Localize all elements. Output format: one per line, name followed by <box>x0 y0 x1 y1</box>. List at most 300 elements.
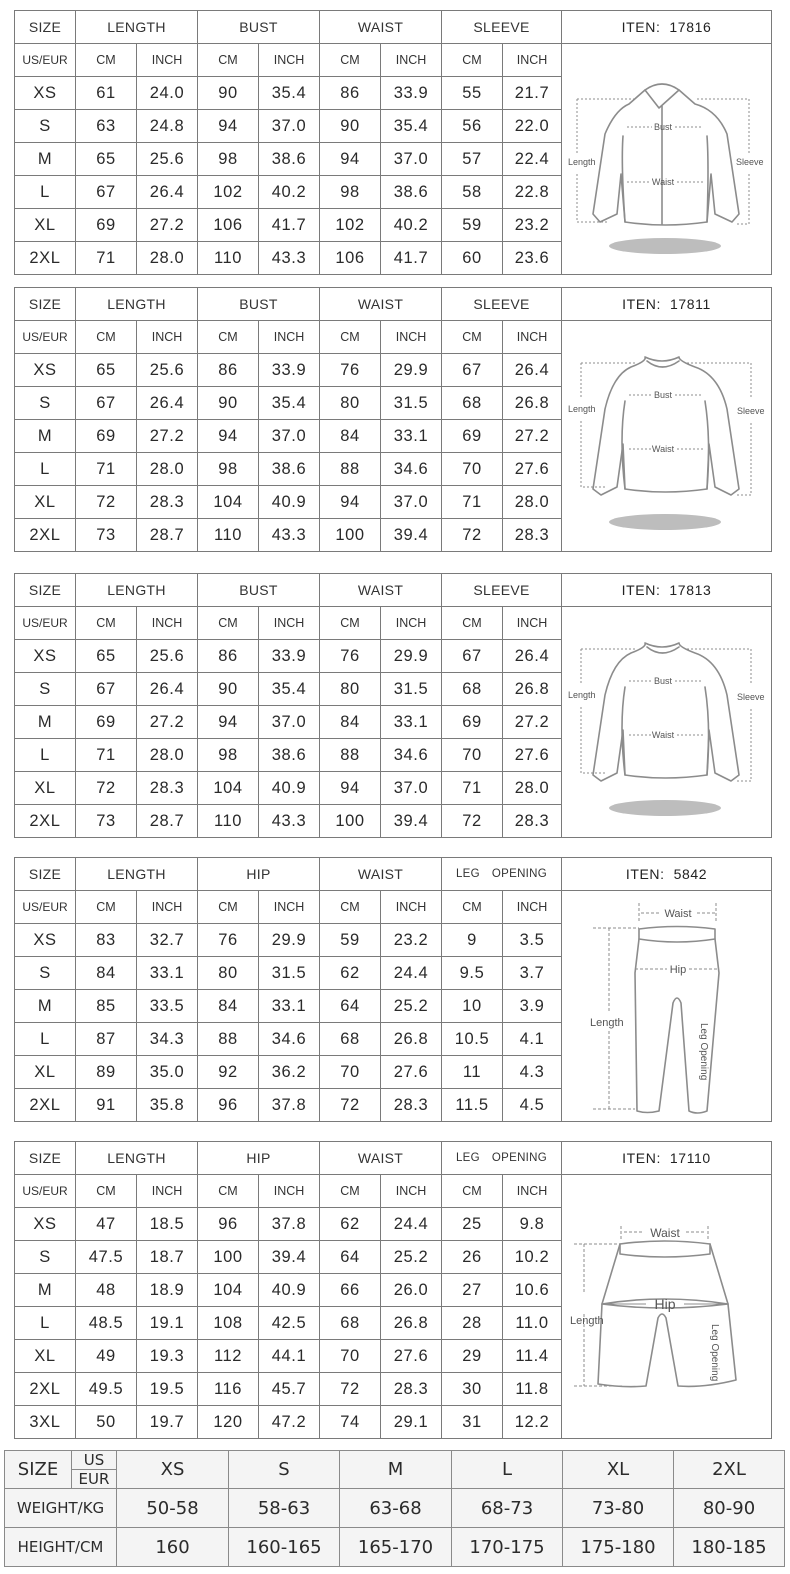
unit-inch: INCH <box>503 321 562 354</box>
cell-size: M <box>15 1274 76 1307</box>
svg-text:Waist: Waist <box>651 443 674 454</box>
cell: 28.0 <box>137 739 198 772</box>
svg-text:Bust: Bust <box>653 122 672 132</box>
cell: 69 <box>76 706 137 739</box>
cell: 3.5 <box>503 924 562 957</box>
cell: 80 <box>320 387 381 420</box>
size-chart-5842 <box>14 857 772 1122</box>
cell: 40.2 <box>381 209 442 242</box>
cell: 62 <box>320 957 381 990</box>
cell: 26.8 <box>381 1023 442 1056</box>
cell: 10.6 <box>503 1274 562 1307</box>
cell: 30 <box>442 1373 503 1406</box>
cell: 68 <box>442 673 503 706</box>
cell: 49 <box>76 1340 137 1373</box>
cell: 70 <box>442 739 503 772</box>
cell: 28.0 <box>503 772 562 805</box>
cell: 100 <box>320 519 381 552</box>
cell-size: S <box>15 387 76 420</box>
cell: 68 <box>320 1023 381 1056</box>
cell: 28.3 <box>381 1089 442 1122</box>
cell: 40.9 <box>259 1274 320 1307</box>
cell: 63 <box>76 110 137 143</box>
header-hip: HIP <box>198 858 320 891</box>
cell: 28.3 <box>137 772 198 805</box>
header-length: LENGTH <box>76 11 198 44</box>
unit-inch: INCH <box>259 1175 320 1208</box>
cell: 28.3 <box>381 1373 442 1406</box>
cell: 94 <box>198 706 259 739</box>
cell: 26.0 <box>381 1274 442 1307</box>
cell: 116 <box>198 1373 259 1406</box>
cell: 92 <box>198 1056 259 1089</box>
cell-size: XS <box>15 354 76 387</box>
cell: 80 <box>320 673 381 706</box>
svg-text:Waist: Waist <box>651 177 674 187</box>
guide-height-cell: 175-180 <box>563 1528 674 1567</box>
cell: 94 <box>320 486 381 519</box>
cell: 47.5 <box>76 1241 137 1274</box>
cell: 76 <box>320 354 381 387</box>
cell-size: S <box>15 110 76 143</box>
cell: 29.1 <box>381 1406 442 1439</box>
unit-cm: CM <box>76 321 137 354</box>
unit-cm: CM <box>442 607 503 640</box>
cell: 18.9 <box>137 1274 198 1307</box>
cell: 40.9 <box>259 772 320 805</box>
cell: 84 <box>320 706 381 739</box>
cell-size: L <box>15 453 76 486</box>
header-length: LENGTH <box>76 858 198 891</box>
guide-weight-cell: 80-90 <box>674 1489 785 1528</box>
size-chart-17811 <box>14 287 772 552</box>
cell: 62 <box>320 1208 381 1241</box>
cell: 28.3 <box>503 805 562 838</box>
cell: 26.8 <box>381 1307 442 1340</box>
cell: 88 <box>320 739 381 772</box>
guide-us-label: US <box>72 1451 117 1470</box>
cell: 84 <box>76 957 137 990</box>
cell: 120 <box>198 1406 259 1439</box>
body-size-guide <box>4 1450 785 1567</box>
unit-row <box>15 1175 772 1208</box>
svg-text:Length: Length <box>567 157 596 167</box>
cell: 10.5 <box>442 1023 503 1056</box>
svg-text:Leg Opening: Leg Opening <box>708 1323 720 1381</box>
svg-text:Waist: Waist <box>649 1225 680 1240</box>
cell: 60 <box>442 242 503 275</box>
header-sleeve: SLEEVE <box>442 574 562 607</box>
cell: 90 <box>198 387 259 420</box>
unit-inch: INCH <box>137 44 198 77</box>
svg-text:Length: Length <box>567 403 596 414</box>
cell: 55 <box>442 77 503 110</box>
cell: 59 <box>442 209 503 242</box>
cell: 72 <box>320 1373 381 1406</box>
shadow-ellipse <box>609 514 721 530</box>
cell: 28.3 <box>503 519 562 552</box>
cell: 56 <box>442 110 503 143</box>
size-chart-17816 <box>14 10 772 275</box>
cell: 71 <box>76 453 137 486</box>
cell: 66 <box>320 1274 381 1307</box>
guide-weight-cell: 73-80 <box>563 1489 674 1528</box>
cell: 48.5 <box>76 1307 137 1340</box>
cell: 70 <box>320 1340 381 1373</box>
guide-weight-cell: 63-68 <box>340 1489 452 1528</box>
cell: 35.4 <box>381 110 442 143</box>
cell: 26 <box>442 1241 503 1274</box>
cell: 41.7 <box>259 209 320 242</box>
guide-weight-cell: 58-63 <box>229 1489 340 1528</box>
guide-weight-row <box>5 1489 785 1528</box>
cell-size: 2XL <box>15 242 76 275</box>
cell: 69 <box>76 420 137 453</box>
unit-cm: CM <box>76 44 137 77</box>
guide-height-cell: 160-165 <box>229 1528 340 1567</box>
cell: 102 <box>320 209 381 242</box>
unit-row <box>15 44 772 77</box>
cell: 86 <box>320 77 381 110</box>
header-waist: WAIST <box>320 1142 442 1175</box>
cell: 35.4 <box>259 77 320 110</box>
cell: 36.2 <box>259 1056 320 1089</box>
cell: 71 <box>76 739 137 772</box>
guide-eur-label: EUR <box>72 1470 117 1489</box>
cell: 4.3 <box>503 1056 562 1089</box>
unit-inch: INCH <box>381 891 442 924</box>
cell: 64 <box>320 990 381 1023</box>
unit-inch: INCH <box>503 891 562 924</box>
unit-cm: CM <box>320 1175 381 1208</box>
cell: 70 <box>442 453 503 486</box>
cell: 31 <box>442 1406 503 1439</box>
cell: 27.6 <box>381 1340 442 1373</box>
cell: 33.5 <box>137 990 198 1023</box>
cell: 72 <box>442 519 503 552</box>
unit-cm: CM <box>320 44 381 77</box>
cell-size: L <box>15 739 76 772</box>
svg-text:Leg Opening: Leg Opening <box>697 1023 709 1081</box>
cell: 110 <box>198 519 259 552</box>
cell: 94 <box>198 420 259 453</box>
cell: 57 <box>442 143 503 176</box>
cell: 28.0 <box>503 486 562 519</box>
shorts-diagram <box>562 1175 772 1439</box>
cell: 24.4 <box>381 1208 442 1241</box>
cell: 50 <box>76 1406 137 1439</box>
cell: 48 <box>76 1274 137 1307</box>
cell-size: XL <box>15 1340 76 1373</box>
cell: 25.2 <box>381 1241 442 1274</box>
header-bust: BUST <box>198 574 320 607</box>
header-waist: WAIST <box>320 11 442 44</box>
cell: 9.5 <box>442 957 503 990</box>
cell: 112 <box>198 1340 259 1373</box>
cell: 43.3 <box>259 519 320 552</box>
cell: 96 <box>198 1208 259 1241</box>
item-number: ITEN: 17811 <box>562 288 772 321</box>
header-length: LENGTH <box>76 574 198 607</box>
hoodie-diagram <box>562 44 772 275</box>
header-waist: WAIST <box>320 858 442 891</box>
unit-inch: INCH <box>259 321 320 354</box>
cell: 24.0 <box>137 77 198 110</box>
cell-size: XS <box>15 924 76 957</box>
cell-size: 2XL <box>15 1089 76 1122</box>
cell: 28.7 <box>137 519 198 552</box>
unit-cm: CM <box>442 1175 503 1208</box>
svg-text:Length: Length <box>567 689 596 700</box>
cell: 71 <box>442 772 503 805</box>
cell-size: M <box>15 143 76 176</box>
cell: 18.7 <box>137 1241 198 1274</box>
cell: 38.6 <box>259 739 320 772</box>
long-sleeve-top-diagram <box>562 321 772 552</box>
cell: 39.4 <box>381 805 442 838</box>
cell: 90 <box>320 110 381 143</box>
cell: 84 <box>198 990 259 1023</box>
cell: 24.8 <box>137 110 198 143</box>
header-leg-opening: LEG OPENING <box>442 1142 562 1175</box>
cell: 31.5 <box>381 673 442 706</box>
header-size: SIZE <box>15 1142 76 1175</box>
cell: 27.6 <box>503 739 562 772</box>
unit-inch: INCH <box>381 607 442 640</box>
cell: 39.4 <box>381 519 442 552</box>
cell: 19.7 <box>137 1406 198 1439</box>
cell: 11.5 <box>442 1089 503 1122</box>
unit-inch: INCH <box>503 1175 562 1208</box>
cell: 27.2 <box>503 706 562 739</box>
cell: 74 <box>320 1406 381 1439</box>
cell: 86 <box>198 354 259 387</box>
svg-text:Waist: Waist <box>663 908 692 920</box>
cell: 94 <box>320 772 381 805</box>
cell: 47.2 <box>259 1406 320 1439</box>
cell: 12.2 <box>503 1406 562 1439</box>
long-sleeve-top-sketch-icon <box>567 625 767 820</box>
svg-text:Waist: Waist <box>651 729 674 740</box>
cell: 108 <box>198 1307 259 1340</box>
cell: 90 <box>198 77 259 110</box>
cell: 4.1 <box>503 1023 562 1056</box>
cell: 67 <box>76 387 137 420</box>
header-size: SIZE <box>15 858 76 891</box>
cell: 67 <box>442 640 503 673</box>
cell: 26.4 <box>503 640 562 673</box>
guide-height-cell: 180-185 <box>674 1528 785 1567</box>
cell: 26.8 <box>503 673 562 706</box>
cell: 40.2 <box>259 176 320 209</box>
cell: 22.8 <box>503 176 562 209</box>
cell: 35.4 <box>259 387 320 420</box>
cell: 3.7 <box>503 957 562 990</box>
cell: 37.0 <box>381 143 442 176</box>
guide-height-row <box>5 1528 785 1567</box>
cell: 47 <box>76 1208 137 1241</box>
unit-inch: INCH <box>137 1175 198 1208</box>
cell: 37.0 <box>259 110 320 143</box>
cell-size: 2XL <box>15 519 76 552</box>
cell: 27 <box>442 1274 503 1307</box>
header-hip: HIP <box>198 1142 320 1175</box>
cell: 21.7 <box>503 77 562 110</box>
cell: 33.1 <box>381 420 442 453</box>
cell: 85 <box>76 990 137 1023</box>
cell: 58 <box>442 176 503 209</box>
unit-inch: INCH <box>259 44 320 77</box>
cell: 4.5 <box>503 1089 562 1122</box>
cell: 98 <box>198 143 259 176</box>
cell: 98 <box>198 739 259 772</box>
cell-size: L <box>15 1023 76 1056</box>
cell: 23.2 <box>381 924 442 957</box>
unit-inch: INCH <box>137 321 198 354</box>
leggings-sketch-icon <box>567 893 767 1119</box>
cell: 19.3 <box>137 1340 198 1373</box>
cell-size: M <box>15 706 76 739</box>
cell: 65 <box>76 640 137 673</box>
cell: 33.1 <box>259 990 320 1023</box>
cell-size: L <box>15 176 76 209</box>
cell: 26.4 <box>137 387 198 420</box>
header-sleeve: SLEEVE <box>442 288 562 321</box>
cell: 84 <box>320 420 381 453</box>
item-number: ITEN: 17816 <box>562 11 772 44</box>
guide-size-s: S <box>229 1451 340 1489</box>
header-length: LENGTH <box>76 288 198 321</box>
unit-cm: CM <box>320 321 381 354</box>
svg-text:Sleeve: Sleeve <box>735 157 764 167</box>
size-chart-17110 <box>14 1141 772 1439</box>
cell: 35.4 <box>259 673 320 706</box>
cell: 65 <box>76 143 137 176</box>
guide-size-2xl: 2XL <box>674 1451 785 1489</box>
header-waist: WAIST <box>320 288 442 321</box>
cell: 34.6 <box>259 1023 320 1056</box>
svg-text:Bust: Bust <box>653 389 672 400</box>
cell: 69 <box>442 706 503 739</box>
guide-size-l: L <box>452 1451 563 1489</box>
cell: 23.2 <box>503 209 562 242</box>
unit-cm: CM <box>442 44 503 77</box>
cell: 28.0 <box>137 242 198 275</box>
leggings-diagram <box>562 891 772 1122</box>
cell: 98 <box>320 176 381 209</box>
cell: 28.3 <box>137 486 198 519</box>
header-sleeve: SLEEVE <box>442 11 562 44</box>
item-number: ITEN: 17813 <box>562 574 772 607</box>
unit-inch: INCH <box>259 891 320 924</box>
cell-size: XS <box>15 1208 76 1241</box>
unit-inch: INCH <box>381 321 442 354</box>
cell: 33.9 <box>381 77 442 110</box>
unit-size: US/EUR <box>15 891 76 924</box>
cell-size: 3XL <box>15 1406 76 1439</box>
cell-size: M <box>15 420 76 453</box>
unit-cm: CM <box>76 891 137 924</box>
cell: 28.7 <box>137 805 198 838</box>
unit-cm: CM <box>76 607 137 640</box>
guide-weight-cell: 68-73 <box>452 1489 563 1528</box>
cell: 34.6 <box>381 739 442 772</box>
cell: 88 <box>198 1023 259 1056</box>
cell: 26.4 <box>137 673 198 706</box>
cell: 88 <box>320 453 381 486</box>
cell: 59 <box>320 924 381 957</box>
header-bust: BUST <box>198 288 320 321</box>
unit-inch: INCH <box>259 607 320 640</box>
guide-height-cell: 170-175 <box>452 1528 563 1567</box>
cell: 39.4 <box>259 1241 320 1274</box>
guide-size-label: SIZE <box>5 1451 72 1489</box>
cell: 94 <box>198 110 259 143</box>
cell: 10 <box>442 990 503 1023</box>
cell: 33.9 <box>259 354 320 387</box>
cell: 11 <box>442 1056 503 1089</box>
cell: 25.6 <box>137 640 198 673</box>
cell: 43.3 <box>259 242 320 275</box>
cell: 104 <box>198 486 259 519</box>
cell: 68 <box>442 387 503 420</box>
cell: 104 <box>198 772 259 805</box>
cell: 73 <box>76 519 137 552</box>
cell-size: 2XL <box>15 1373 76 1406</box>
cell: 29 <box>442 1340 503 1373</box>
cell: 27.2 <box>503 420 562 453</box>
header-leg-opening: LEG OPENING <box>442 858 562 891</box>
cell: 100 <box>320 805 381 838</box>
cell: 64 <box>320 1241 381 1274</box>
unit-cm: CM <box>198 607 259 640</box>
cell-size: M <box>15 990 76 1023</box>
cell: 69 <box>442 420 503 453</box>
unit-inch: INCH <box>503 607 562 640</box>
cell: 23.6 <box>503 242 562 275</box>
cell: 38.6 <box>381 176 442 209</box>
cell: 19.5 <box>137 1373 198 1406</box>
unit-size: US/EUR <box>15 44 76 77</box>
cell: 3.9 <box>503 990 562 1023</box>
cell: 71 <box>76 242 137 275</box>
cell: 37.8 <box>259 1089 320 1122</box>
cell-size: 2XL <box>15 805 76 838</box>
cell-size: XL <box>15 209 76 242</box>
cell: 70 <box>320 1056 381 1089</box>
cell-size: XS <box>15 640 76 673</box>
cell: 29.9 <box>381 354 442 387</box>
cell: 67 <box>76 673 137 706</box>
cell: 83 <box>76 924 137 957</box>
cell: 37.0 <box>259 420 320 453</box>
cell: 98 <box>198 453 259 486</box>
cell: 40.9 <box>259 486 320 519</box>
unit-inch: INCH <box>137 891 198 924</box>
long-sleeve-top-sketch-icon <box>567 339 767 534</box>
cell: 28.0 <box>137 453 198 486</box>
cell: 25.2 <box>381 990 442 1023</box>
shorts-sketch-icon <box>564 1182 770 1432</box>
cell: 67 <box>76 176 137 209</box>
cell: 76 <box>320 640 381 673</box>
cell: 32.7 <box>137 924 198 957</box>
cell: 90 <box>198 673 259 706</box>
cell: 11.0 <box>503 1307 562 1340</box>
cell: 41.7 <box>381 242 442 275</box>
cell: 67 <box>442 354 503 387</box>
cell: 25.6 <box>137 143 198 176</box>
